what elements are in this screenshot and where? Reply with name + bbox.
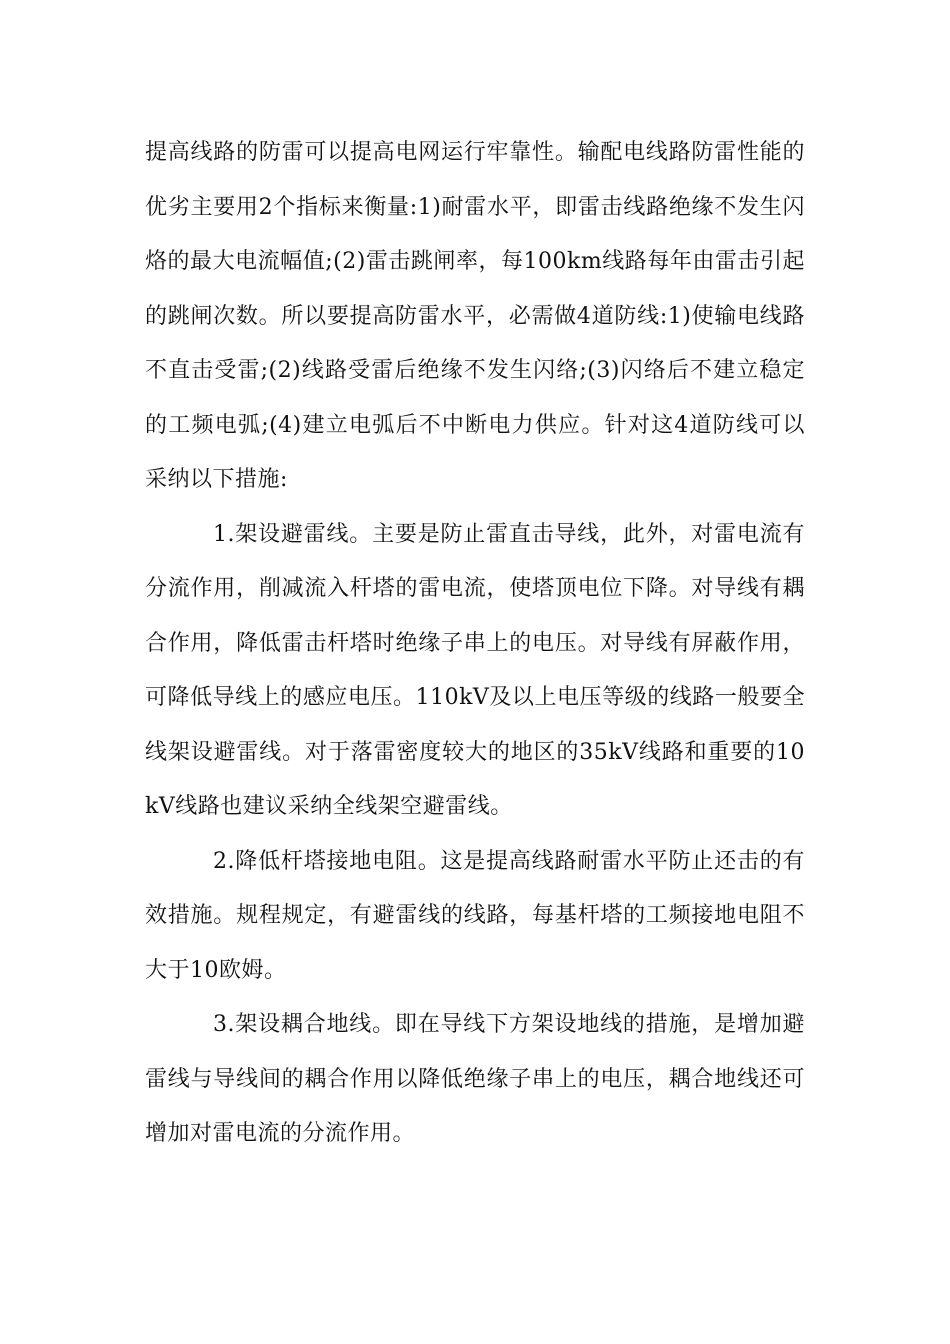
document-body [145,126,805,1162]
paragraph-intro: 提高线路的防雷可以提高电网运行牢靠性。输配电线路防雷性能的优劣主要用2个指标来衡量:1)耐雷水平，即雷击线路绝缘不发生闪烙的最大电流幅值;(2)雷击跳闸率，每100km线路每年由雷击引起的跳闸次数。所以要提高防雷水平，必需做4道防线:1)使输电线路不直击受雷;(2)线路受雷后绝缘不发生闪络;(3)闪络后不建立稳定的工频电弧;(4)建立电弧后不中断电力供应。针对这4道防线可以采纳以下措施: [145,140,805,492]
paragraph-item-1: 1.架设避雷线。主要是防止雷直击导线，此外，对雷电流有分流作用，削减流入杆塔的雷电流，使塔顶电位下降。对导线有耦合作用，降低雷击杆塔时绝缘子串上的电压。对导线有屏蔽作用，可降低导线上的感应电压。110kV及以上电压等级的线路一般要全线架设避雷线。对于落雷密度较大的地区的35kV线路和重要的10kV线路也建议采纳全线架空避雷线。 [145,521,805,819]
paragraph-item-2: 2.降低杆塔接地电阻。这是提高线路耐雷水平防止还击的有效措施。规程规定，有避雷线的线路，每基杆塔的工频接地电阻不大于10欧姆。 [145,848,805,983]
paragraph-item-3: 3.架设耦合地线。即在导线下方架设地线的措施，是增加避雷线与导线间的耦合作用以降低绝缘子串上的电压，耦合地线还可增加对雷电流的分流作用。 [145,1012,805,1146]
